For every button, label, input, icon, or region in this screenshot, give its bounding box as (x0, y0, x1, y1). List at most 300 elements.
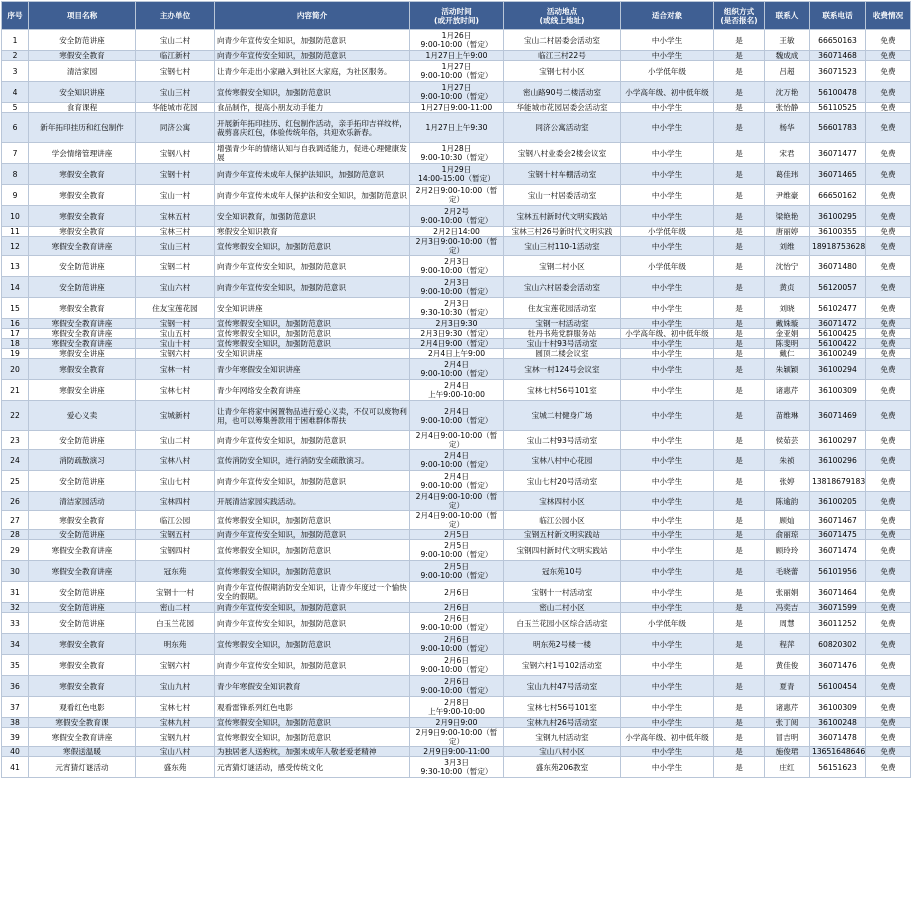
cell-project-name: 寒假安全教育 (29, 51, 136, 61)
table-row (2, 359, 911, 380)
cell-time: 2月9日9:00 (410, 718, 504, 728)
cell-place: 密山二村小区 (504, 603, 621, 613)
cell-target: 中小学生 (621, 103, 714, 113)
cell-no: 4 (2, 82, 29, 103)
cell-fee: 免费 (866, 339, 911, 349)
cell-intro: 让青少年走出小家融入到社区大家庭，为社区服务。 (215, 61, 410, 82)
cell-place: 临江三村22号 (504, 51, 621, 61)
cell-no: 39 (2, 728, 29, 747)
cell-place: 宝林四村小区 (504, 492, 621, 511)
cell-no: 8 (2, 164, 29, 185)
cell-contact: 周慧 (765, 613, 810, 634)
cell-signup: 是 (714, 380, 765, 401)
cell-no: 37 (2, 697, 29, 718)
cell-fee: 免费 (866, 718, 911, 728)
header-no: 序号 (2, 2, 29, 30)
cell-project-name: 寒假安全教育讲座 (29, 329, 136, 339)
cell-signup: 是 (714, 471, 765, 492)
cell-time: 2月2日9:00-10:00（暂定） (410, 185, 504, 206)
cell-time: 2月4日 上午9:00-10:00 (410, 380, 504, 401)
cell-intro: 安全知识讲座 (215, 298, 410, 319)
cell-place: 住友宝莲花园活动室 (504, 298, 621, 319)
cell-project-name: 寒假安全教育 (29, 634, 136, 655)
cell-signup: 是 (714, 298, 765, 319)
cell-phone: 13651648646 (810, 747, 866, 757)
cell-target: 中小学生 (621, 431, 714, 450)
cell-intro: 宣传寒假安全知识，加强防范意识 (215, 329, 410, 339)
table-row (2, 530, 911, 540)
cell-fee: 免费 (866, 747, 911, 757)
cell-target: 小学低年级 (621, 613, 714, 634)
cell-organizer: 宝山七村 (136, 471, 215, 492)
cell-phone: 36071523 (810, 61, 866, 82)
cell-time: 1月28日 9:00-10:30（暂定） (410, 143, 504, 164)
table-row (2, 206, 911, 227)
table-row (2, 319, 911, 329)
cell-intro: 观看雷锋系列红色电影 (215, 697, 410, 718)
cell-time: 1月26日 9:00-10:00（暂定） (410, 30, 504, 51)
cell-phone: 36100355 (810, 227, 866, 237)
cell-signup: 是 (714, 329, 765, 339)
cell-contact: 朱颖颖 (765, 359, 810, 380)
cell-no: 12 (2, 237, 29, 256)
cell-place: 宝林七村56号101室 (504, 380, 621, 401)
cell-signup: 是 (714, 227, 765, 237)
cell-fee: 免费 (866, 143, 911, 164)
cell-contact: 冯奕吉 (765, 603, 810, 613)
cell-target: 中小学生 (621, 51, 714, 61)
activity-table (1, 1, 911, 778)
table-row (2, 185, 911, 206)
cell-no: 5 (2, 103, 29, 113)
table-row (2, 431, 911, 450)
cell-intro: 青少年网络安全教育讲座 (215, 380, 410, 401)
cell-target: 中小学生 (621, 471, 714, 492)
header-signup: 组织方式 (是否报名) (714, 2, 765, 30)
cell-intro: 向青少年宣传安全知识，加强防范意识 (215, 603, 410, 613)
cell-no: 15 (2, 298, 29, 319)
cell-intro: 宣传寒假安全知识，加强防范意识 (215, 540, 410, 561)
cell-intro: 安全知识教育，加强防范意识 (215, 206, 410, 227)
cell-no: 22 (2, 401, 29, 431)
cell-project-name: 爱心义卖 (29, 401, 136, 431)
cell-contact: 陈斐明 (765, 339, 810, 349)
cell-target: 中小学生 (621, 113, 714, 143)
cell-project-name: 寒假安全教育课 (29, 718, 136, 728)
cell-no: 34 (2, 634, 29, 655)
cell-project-name: 寒假安全教育 (29, 164, 136, 185)
cell-target: 中小学生 (621, 298, 714, 319)
cell-project-name: 寒假安全教育 (29, 185, 136, 206)
cell-time: 1月27日上午9:30 (410, 113, 504, 143)
cell-signup: 是 (714, 82, 765, 103)
cell-target: 小学低年级 (621, 256, 714, 277)
cell-organizer: 宝山十村 (136, 339, 215, 349)
cell-phone: 36100296 (810, 450, 866, 471)
cell-contact: 朱祯 (765, 450, 810, 471)
table-header-row (2, 2, 911, 30)
cell-contact: 刘晓 (765, 298, 810, 319)
cell-place: 宝钢十一村活动室 (504, 582, 621, 603)
cell-signup: 是 (714, 603, 765, 613)
cell-contact: 张丽娟 (765, 582, 810, 603)
table-row (2, 450, 911, 471)
cell-intro: 开展清洁家园实践活动。 (215, 492, 410, 511)
cell-contact: 王敏 (765, 30, 810, 51)
cell-target: 中小学生 (621, 359, 714, 380)
cell-intro: 宣传寒假安全知识，加强防范意识 (215, 319, 410, 329)
cell-fee: 免费 (866, 319, 911, 329)
table-row (2, 613, 911, 634)
cell-phone: 36071464 (810, 582, 866, 603)
cell-phone: 56100425 (810, 329, 866, 339)
cell-fee: 免费 (866, 298, 911, 319)
cell-fee: 免费 (866, 164, 911, 185)
cell-fee: 免费 (866, 634, 911, 655)
cell-place: 宝钢二村小区 (504, 256, 621, 277)
cell-place: 宝山七村20号活动室 (504, 471, 621, 492)
cell-project-name: 安全防范讲座 (29, 30, 136, 51)
cell-organizer: 宝山八村 (136, 747, 215, 757)
cell-intro: 向青少年宣传安全知识，加强防范意识 (215, 655, 410, 676)
cell-phone: 66650162 (810, 185, 866, 206)
cell-time: 3月3日 9:30-10:00（暂定） (410, 757, 504, 778)
cell-place: 宝钢八村业委会2楼会议室 (504, 143, 621, 164)
cell-no: 14 (2, 277, 29, 298)
cell-intro: 宣传寒假安全知识，加强防范意识 (215, 237, 410, 256)
cell-signup: 是 (714, 655, 765, 676)
cell-fee: 免费 (866, 757, 911, 778)
cell-intro: 向青少年宣传安全知识，加强防范意识 (215, 613, 410, 634)
cell-no: 27 (2, 511, 29, 530)
cell-fee: 免费 (866, 603, 911, 613)
cell-no: 36 (2, 676, 29, 697)
cell-project-name: 元宵猜灯谜活动 (29, 757, 136, 778)
table-row (2, 339, 911, 349)
cell-signup: 是 (714, 339, 765, 349)
cell-place: 宝钢七村小区 (504, 61, 621, 82)
cell-intro: 向青少年宣传安全知识，加强防范意识 (215, 51, 410, 61)
cell-signup: 是 (714, 51, 765, 61)
cell-signup: 是 (714, 349, 765, 359)
cell-signup: 是 (714, 113, 765, 143)
table-row (2, 113, 911, 143)
cell-place: 宝钢九村活动室 (504, 728, 621, 747)
cell-intro: 青少年寒假安全知识教育 (215, 676, 410, 697)
cell-phone: 56100422 (810, 339, 866, 349)
cell-phone: 36100249 (810, 349, 866, 359)
cell-project-name: 寒假安全教育 (29, 206, 136, 227)
cell-phone: 56102477 (810, 298, 866, 319)
cell-time: 2月4日9:00-10:00（暂定） (410, 511, 504, 530)
cell-project-name: 寒假安全教育 (29, 227, 136, 237)
cell-project-name: 寒假安全教育讲座 (29, 540, 136, 561)
cell-phone: 56101956 (810, 561, 866, 582)
cell-intro: 宣传寒假安全知识，加强防范意识 (215, 561, 410, 582)
cell-target: 中小学生 (621, 757, 714, 778)
header-organizer: 主办单位 (136, 2, 215, 30)
cell-time: 2月5日 9:00-10:00（暂定） (410, 540, 504, 561)
cell-signup: 是 (714, 634, 765, 655)
cell-project-name: 新年拓印挂历和红包制作 (29, 113, 136, 143)
cell-fee: 免费 (866, 492, 911, 511)
cell-place: 宝钢五村新文明实践站 (504, 530, 621, 540)
cell-signup: 是 (714, 757, 765, 778)
cell-no: 20 (2, 359, 29, 380)
cell-contact: 苗维琳 (765, 401, 810, 431)
cell-contact: 黄贞 (765, 277, 810, 298)
cell-phone: 36071472 (810, 319, 866, 329)
cell-project-name: 食育课程 (29, 103, 136, 113)
table-row (2, 511, 911, 530)
cell-place: 密山路90号二楼活动室 (504, 82, 621, 103)
cell-organizer: 宝林七村 (136, 380, 215, 401)
cell-phone: 36071468 (810, 51, 866, 61)
cell-project-name: 消防疏散演习 (29, 450, 136, 471)
cell-contact: 刘维 (765, 237, 810, 256)
cell-fee: 免费 (866, 329, 911, 339)
cell-time: 2月2号 9:00-10:00（暂定） (410, 206, 504, 227)
cell-signup: 是 (714, 511, 765, 530)
cell-project-name: 安全防范讲座 (29, 530, 136, 540)
cell-fee: 免费 (866, 113, 911, 143)
cell-target: 中小学生 (621, 540, 714, 561)
cell-project-name: 安全知识讲座 (29, 82, 136, 103)
cell-signup: 是 (714, 718, 765, 728)
cell-no: 38 (2, 718, 29, 728)
cell-phone: 60820302 (810, 634, 866, 655)
cell-fee: 免费 (866, 401, 911, 431)
cell-target: 小学高年级、初中低年级 (621, 82, 714, 103)
cell-phone: 36100294 (810, 359, 866, 380)
cell-fee: 免费 (866, 227, 911, 237)
cell-place: 宝山二村居委会活动室 (504, 30, 621, 51)
cell-time: 2月3日 9:30-10:30（暂定） (410, 298, 504, 319)
table-row (2, 747, 911, 757)
cell-place: 宝钢一村活动室 (504, 319, 621, 329)
cell-intro: 向青少年宣传安全知识，加强防范意识 (215, 30, 410, 51)
cell-organizer: 宝钢六村 (136, 349, 215, 359)
cell-organizer: 同济公寓 (136, 113, 215, 143)
cell-project-name: 安全防范讲座 (29, 256, 136, 277)
cell-fee: 免费 (866, 256, 911, 277)
table-row (2, 728, 911, 747)
cell-intro: 向青少年宣传安全知识，加强防范意识 (215, 256, 410, 277)
cell-phone: 36071467 (810, 511, 866, 530)
table-row (2, 603, 911, 613)
cell-organizer: 宝林一村 (136, 359, 215, 380)
cell-organizer: 宝林三村 (136, 227, 215, 237)
cell-no: 13 (2, 256, 29, 277)
cell-project-name: 清洁家园活动 (29, 492, 136, 511)
table-row (2, 256, 911, 277)
cell-signup: 是 (714, 103, 765, 113)
table-row (2, 401, 911, 431)
cell-signup: 是 (714, 61, 765, 82)
cell-contact: 张丁阅 (765, 718, 810, 728)
cell-phone: 13818679183 (810, 471, 866, 492)
cell-organizer: 宝林四村 (136, 492, 215, 511)
cell-organizer: 宝钢十村 (136, 164, 215, 185)
cell-no: 16 (2, 319, 29, 329)
cell-no: 30 (2, 561, 29, 582)
cell-phone: 36100297 (810, 431, 866, 450)
cell-target: 中小学生 (621, 697, 714, 718)
cell-contact: 宋君 (765, 143, 810, 164)
cell-organizer: 明东苑 (136, 634, 215, 655)
cell-phone: 36100248 (810, 718, 866, 728)
cell-project-name: 寒假安全教育 (29, 511, 136, 530)
cell-signup: 是 (714, 431, 765, 450)
cell-place: 临江公园小区 (504, 511, 621, 530)
cell-target: 中小学生 (621, 492, 714, 511)
cell-phone: 36071474 (810, 540, 866, 561)
cell-target: 中小学生 (621, 450, 714, 471)
cell-no: 2 (2, 51, 29, 61)
cell-organizer: 宝山三村 (136, 82, 215, 103)
cell-time: 2月3日9:30（暂定） (410, 329, 504, 339)
cell-no: 24 (2, 450, 29, 471)
cell-organizer: 冠东苑 (136, 561, 215, 582)
table-row (2, 676, 911, 697)
table-row (2, 30, 911, 51)
cell-project-name: 寒假送温暖 (29, 747, 136, 757)
cell-organizer: 宝林九村 (136, 718, 215, 728)
cell-phone: 56100454 (810, 676, 866, 697)
cell-project-name: 寒假安全教育 (29, 298, 136, 319)
header-fee: 收费情况 (866, 2, 911, 30)
header-contact: 联系人 (765, 2, 810, 30)
cell-no: 31 (2, 582, 29, 603)
cell-no: 23 (2, 431, 29, 450)
cell-place: 宝林三村26号新时代文明实践 (504, 227, 621, 237)
cell-fee: 免费 (866, 540, 911, 561)
cell-phone: 36071469 (810, 401, 866, 431)
cell-organizer: 宝钢七村 (136, 61, 215, 82)
cell-contact: 张怡静 (765, 103, 810, 113)
cell-fee: 免费 (866, 349, 911, 359)
cell-phone: 36071478 (810, 728, 866, 747)
cell-fee: 免费 (866, 82, 911, 103)
table-row (2, 227, 911, 237)
cell-time: 2月9日9:00-11:00 (410, 747, 504, 757)
cell-phone: 36100309 (810, 380, 866, 401)
cell-place: 圆顶二楼会议室 (504, 349, 621, 359)
cell-signup: 是 (714, 728, 765, 747)
cell-signup: 是 (714, 450, 765, 471)
cell-signup: 是 (714, 359, 765, 380)
cell-target: 中小学生 (621, 319, 714, 329)
table-row (2, 561, 911, 582)
cell-contact: 程萍 (765, 634, 810, 655)
cell-contact: 沈怡宁 (765, 256, 810, 277)
table-row (2, 349, 911, 359)
cell-project-name: 寒假安全讲座 (29, 380, 136, 401)
cell-fee: 免费 (866, 511, 911, 530)
table-row (2, 492, 911, 511)
table-row (2, 697, 911, 718)
cell-intro: 宣传寒假安全知识，加强防范意识 (215, 339, 410, 349)
cell-time: 2月4日9:00-10:00（暂定） (410, 431, 504, 450)
cell-place: 宝钢六村1号102活动室 (504, 655, 621, 676)
cell-project-name: 学会情绪管理讲座 (29, 143, 136, 164)
cell-phone: 36100205 (810, 492, 866, 511)
cell-contact: 沈万艳 (765, 82, 810, 103)
cell-place: 华能城市花园居委会活动室 (504, 103, 621, 113)
cell-intro: 宣传寒假安全知识，加强防范意识 (215, 728, 410, 747)
cell-organizer: 盛东苑 (136, 757, 215, 778)
cell-time: 2月4日9:00（暂定） (410, 339, 504, 349)
cell-time: 2月6日 9:00-10:00（暂定） (410, 676, 504, 697)
cell-intro: 元宵猜灯谜活动，感受传统文化 (215, 757, 410, 778)
cell-no: 21 (2, 380, 29, 401)
cell-intro: 向青少年宣传未成年人保护法和安全知识，加强防范意识 (215, 185, 410, 206)
cell-intro: 食品制作，提高小朋友动手能力 (215, 103, 410, 113)
cell-signup: 是 (714, 540, 765, 561)
cell-time: 2月6日 (410, 582, 504, 603)
table-row (2, 277, 911, 298)
cell-intro: 宣传寒假安全知识，加强防范意识 (215, 718, 410, 728)
cell-time: 1月29日 14:00-15:00（暂定） (410, 164, 504, 185)
cell-target: 中小学生 (621, 530, 714, 540)
cell-no: 3 (2, 61, 29, 82)
cell-organizer: 宝林五村 (136, 206, 215, 227)
table-row (2, 164, 911, 185)
cell-contact: 俞丽琼 (765, 530, 810, 540)
cell-contact: 戴姝璇 (765, 319, 810, 329)
cell-phone: 56151623 (810, 757, 866, 778)
cell-contact: 唐丽婷 (765, 227, 810, 237)
cell-contact: 侯茹芸 (765, 431, 810, 450)
cell-organizer: 宝山六村 (136, 277, 215, 298)
cell-no: 18 (2, 339, 29, 349)
cell-organizer: 住友宝莲花园 (136, 298, 215, 319)
cell-target: 中小学生 (621, 30, 714, 51)
cell-fee: 免费 (866, 185, 911, 206)
header-time: 活动时间 (或开放时间) (410, 2, 504, 30)
cell-fee: 免费 (866, 697, 911, 718)
cell-organizer: 宝山九村 (136, 676, 215, 697)
cell-project-name: 观看红色电影 (29, 697, 136, 718)
cell-fee: 免费 (866, 450, 911, 471)
cell-project-name: 寒假安全教育 (29, 676, 136, 697)
cell-intro: 向青少年宣传安全知识，加强防范意识 (215, 277, 410, 298)
cell-target: 中小学生 (621, 143, 714, 164)
cell-place: 宝山一村居委活动室 (504, 185, 621, 206)
cell-phone: 18918753628 (810, 237, 866, 256)
cell-time: 2月8日 上午9:00-10:00 (410, 697, 504, 718)
cell-target: 中小学生 (621, 206, 714, 227)
cell-organizer: 宝钢六村 (136, 655, 215, 676)
table-row (2, 51, 911, 61)
cell-contact: 尹维豪 (765, 185, 810, 206)
cell-phone: 56601783 (810, 113, 866, 143)
cell-no: 41 (2, 757, 29, 778)
cell-organizer: 宝钢二村 (136, 256, 215, 277)
header-project-name: 项目名称 (29, 2, 136, 30)
cell-organizer: 宝城新村 (136, 401, 215, 431)
cell-intro: 为独居老人送抱枕，加强未成年人敬老爱老精神 (215, 747, 410, 757)
cell-place: 宝山三村110-1活动室 (504, 237, 621, 256)
cell-organizer: 宝山五村 (136, 329, 215, 339)
cell-no: 6 (2, 113, 29, 143)
cell-target: 小学高年级、初中低年级 (621, 329, 714, 339)
cell-place: 宝山六村居委会活动室 (504, 277, 621, 298)
cell-time: 2月6日 9:00-10:00（暂定） (410, 634, 504, 655)
cell-time: 2月5日 (410, 530, 504, 540)
cell-fee: 免费 (866, 237, 911, 256)
cell-no: 29 (2, 540, 29, 561)
